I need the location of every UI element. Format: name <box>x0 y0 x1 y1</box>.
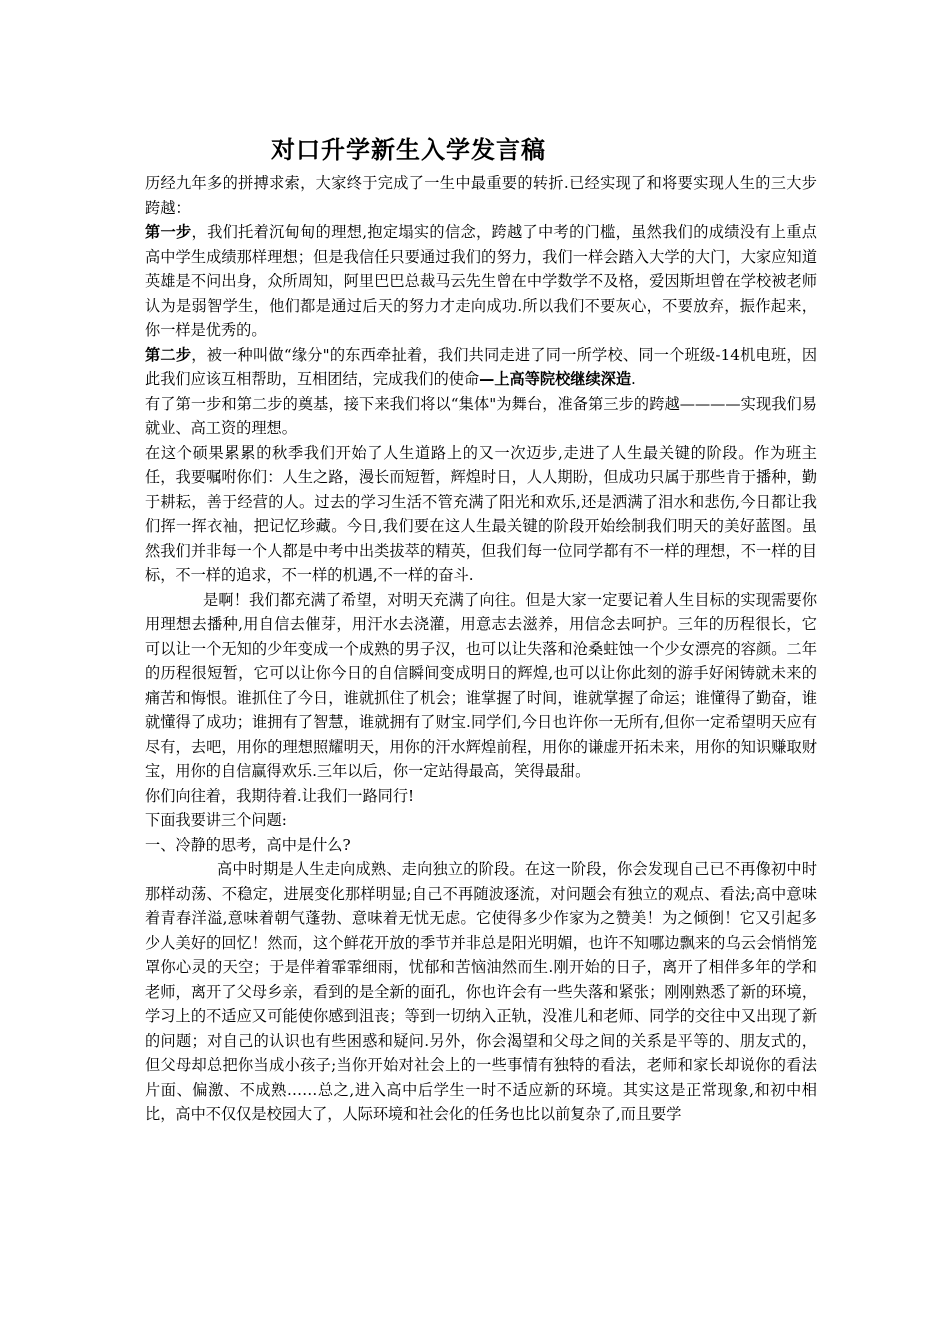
paragraph-autumn: 在这个硕果累累的秋季我们开始了人生道路上的又一次迈步,走进了人生最关键的阶段。作为班主任，我要嘱咐你们：人生之路，漫长而短暂，辉煌时日，人人期盼，但成功只属于那些肯于播种，勤于耕耘，善于经营的人。过去的学习生活不管充满了阳光和欢乐,还是洒满了泪水和悲伤,今日都让我们挥一挥衣袖，把记忆珍藏。今日,我们要在这人生最关键的阶段开始绘制我们明天的美好蓝图。虽然我们并非每一个人都是中考中出类拔萃的精英，但我们每一位同学都有不一样的理想，不一样的目标，不一样的追求，不一样的机遇,不一样的奋斗. <box>145 443 817 584</box>
paragraph-high-school: 高中时期是人生走向成熟、走向独立的阶段。在这一阶段，你会发现自己已不再像初中时那样动荡、不稳定，进展变化那样明显;自己不再随波逐流，对问题会有独立的观点、看法;高中意味着青春洋溢,意味着朝气蓬勃、意味着无忧无虑。它使得多少作家为之赞美！为之倾倒！它又引起多少人美好的回忆！然而，这个鲜花开放的季节并非总是阳光明媚，也许不知哪边飘来的乌云会悄悄笼罩你心灵的天空；于是伴着霏霏细雨，忧郁和苦恼油然而生.刚开始的日子，离开了相伴多年的学和老师，离开了父母乡亲，看到的是全新的面孔，你也许会有一些失落和紧张；刚刚熟悉了新的环境，学习上的不适应又可能使你感到沮丧；等到一切纳入正轨，没准儿和老师、同学的交往中又出现了新的问题；对自己的认识也有些困惑和疑问.另外，你会渴望和父母之间的关系是平等的、朋友式的，但父母却总把你当成小孩子;当你开始对社会上的一些事情有独特的看法，老师和家长却说你的看法片面、偏激、不成熟……总之,进入高中后学生一时不适应新的环境。其实这是正常现象,和初中相比，高中不仅仅是校园大了，人际环境和社会化的任务也比以前复杂了,而且要学 <box>145 860 817 1123</box>
step-two-end: . <box>631 370 636 388</box>
paragraph-step-two <box>145 343 817 392</box>
step-two-label: 第二步 <box>145 345 192 364</box>
step-two-mission: —上高等院校继续深造 <box>479 370 631 388</box>
document-title: 对口升学新生入学发言稿 <box>271 136 546 164</box>
step-one-text: ，我们托着沉甸甸的理想,抱定塌实的信念，跨越了中考的门槛，虽然我们的成绩没有上重点高中学生成绩那样理想；但是我信任只要通过我们的努力，我们一样会踏入大学的大门，大家应知道英雄是不问出身，众所周知，阿里巴巴总裁马云先生曾在中学数学不及格，爱因斯坦曾在学校被老师认为是弱智学生，他们都是通过后天的努力才走向成功.所以我们不要灰心，不要放弃，振作起来，你一样是优秀的。 <box>145 223 817 339</box>
paragraph-hope: 是啊！我们都充满了希望，对明天充满了向往。但是大家一定要记着人生目标的实现需要你用理想去播种,用自信去催芽，用汗水去浇灌，用意志去滋养，用信念去呵护。三年的历程很长，它可以让一个无知的少年变成一个成熟的男子汉，也可以让失落和沧桑蛀蚀一个少女漂亮的容颜。二年的历程很短暂，它可以让你今日的自信瞬间变成明日的辉煌,也可以让你此刻的游手好闲铸就未来的痛苦和悔恨。谁抓住了今日，谁就抓住了机会；谁掌握了时间，谁就掌握了命运；谁懂得了勤奋，谁就懂得了成功；谁拥有了智慧，谁就拥有了财宝.同学们,今日也许你一无所有,但你一定希望明天应有尽有，去吧，用你的理想照耀明天，用你的汗水辉煌前程，用你的谦虚开拓未来，用你的知识赚取财宝，用你的自信赢得欢乐.三年以后，你一定站得最高，笑得最甜。 <box>145 590 817 780</box>
paragraph-step-three: 有了第一步和第二步的奠基，接下来我们将以“集体"为舞台，准备第三步的跨越————实现我们易就业、高工资的理想。 <box>145 394 817 437</box>
paragraph-step-one <box>145 220 817 343</box>
paragraph-three-issues: 下面我要讲三个问题: <box>145 811 287 829</box>
paragraph-together: 你们向往着，我期待着.让我们一路同行! <box>145 786 415 805</box>
document-body <box>145 171 817 1127</box>
heading-issue-one: 一、冷静的思考，高中是什么? <box>145 835 351 854</box>
paragraph-intro: 历经九年多的拼搏求索，大家终于完成了一生中最重要的转折.已经实现了和将要实现人生的三大步跨越： <box>145 174 817 217</box>
step-two-text: ，被一种叫做“缘分"的东西牵扯着，我们共同走进了同一所学校、同一个班级-14机电班，因此我们应该互相帮助，互相团结，完成我们的使命 <box>145 345 818 388</box>
step-one-label: 第一步 <box>145 223 192 241</box>
